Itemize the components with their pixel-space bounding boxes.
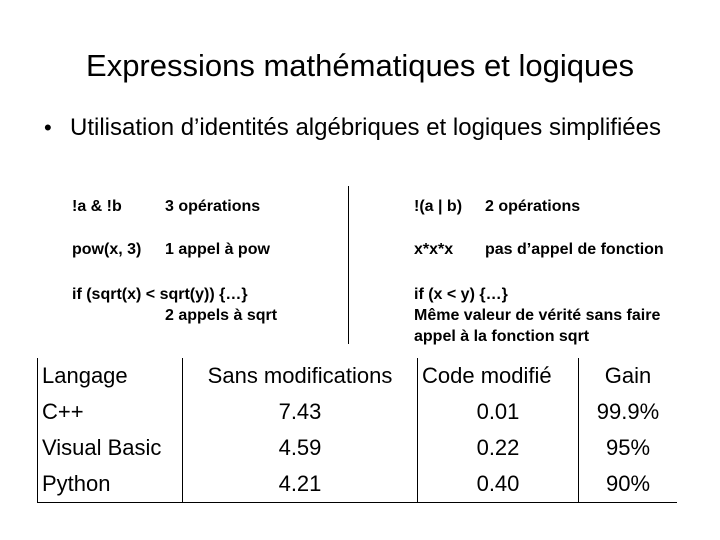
cell-language: Visual Basic [38, 430, 183, 466]
cell-gain: 90% [579, 466, 678, 503]
header-gain: Gain [604, 363, 652, 388]
right-expr-2: x*x*x [414, 241, 454, 258]
cell-language: Python [38, 466, 183, 503]
left-cost-3: 2 appels à sqrt [165, 307, 278, 324]
cell-unmodified: 4.59 [183, 430, 418, 466]
left-expr-1: !a & !b [72, 198, 122, 215]
right-expr-3: if (x < y) {…} [414, 286, 508, 303]
bullet-text: Utilisation d’identités algébriques et logiques simplifiées [70, 114, 661, 141]
cell-unmodified: 4.21 [183, 466, 418, 503]
left-cost-1: 3 opérations [165, 198, 261, 215]
left-expr-3: if (sqrt(x) < sqrt(y)) {…} [72, 286, 248, 303]
table-row [38, 430, 678, 466]
left-expr-2: pow(x, 3) [72, 241, 142, 258]
cell-modified: 0.22 [418, 430, 579, 466]
cell-gain: 99.9% [596, 399, 660, 424]
header-language: Langage [38, 358, 183, 394]
table-row [38, 466, 678, 503]
column-divider [348, 186, 349, 344]
right-cost-3-line1: Même valeur de vérité sans faire [414, 307, 661, 324]
right-expr-1: !(a | b) [414, 198, 463, 215]
cell-unmodified: 7.43 [183, 394, 418, 430]
header-modified: Code modifié [418, 358, 579, 394]
left-cost-2: 1 appel à pow [165, 241, 270, 258]
bullet-marker: • [44, 115, 52, 140]
right-cost-2: pas d’appel de fonction [485, 241, 664, 258]
right-cost-1: 2 opérations [485, 198, 581, 215]
cell-gain: 95% [605, 435, 651, 460]
cell-language: C++ [38, 394, 183, 430]
cell-modified: 0.01 [418, 394, 579, 430]
cell-modified: 0.40 [418, 466, 579, 503]
header-unmodified: Sans modifications [183, 358, 418, 394]
right-cost-3-line2: appel à la fonction sqrt [414, 328, 590, 345]
table-header-row [38, 358, 678, 394]
performance-table [37, 358, 677, 503]
table-row [38, 394, 678, 430]
slide-title: Expressions mathématiques et logiques [86, 48, 634, 83]
